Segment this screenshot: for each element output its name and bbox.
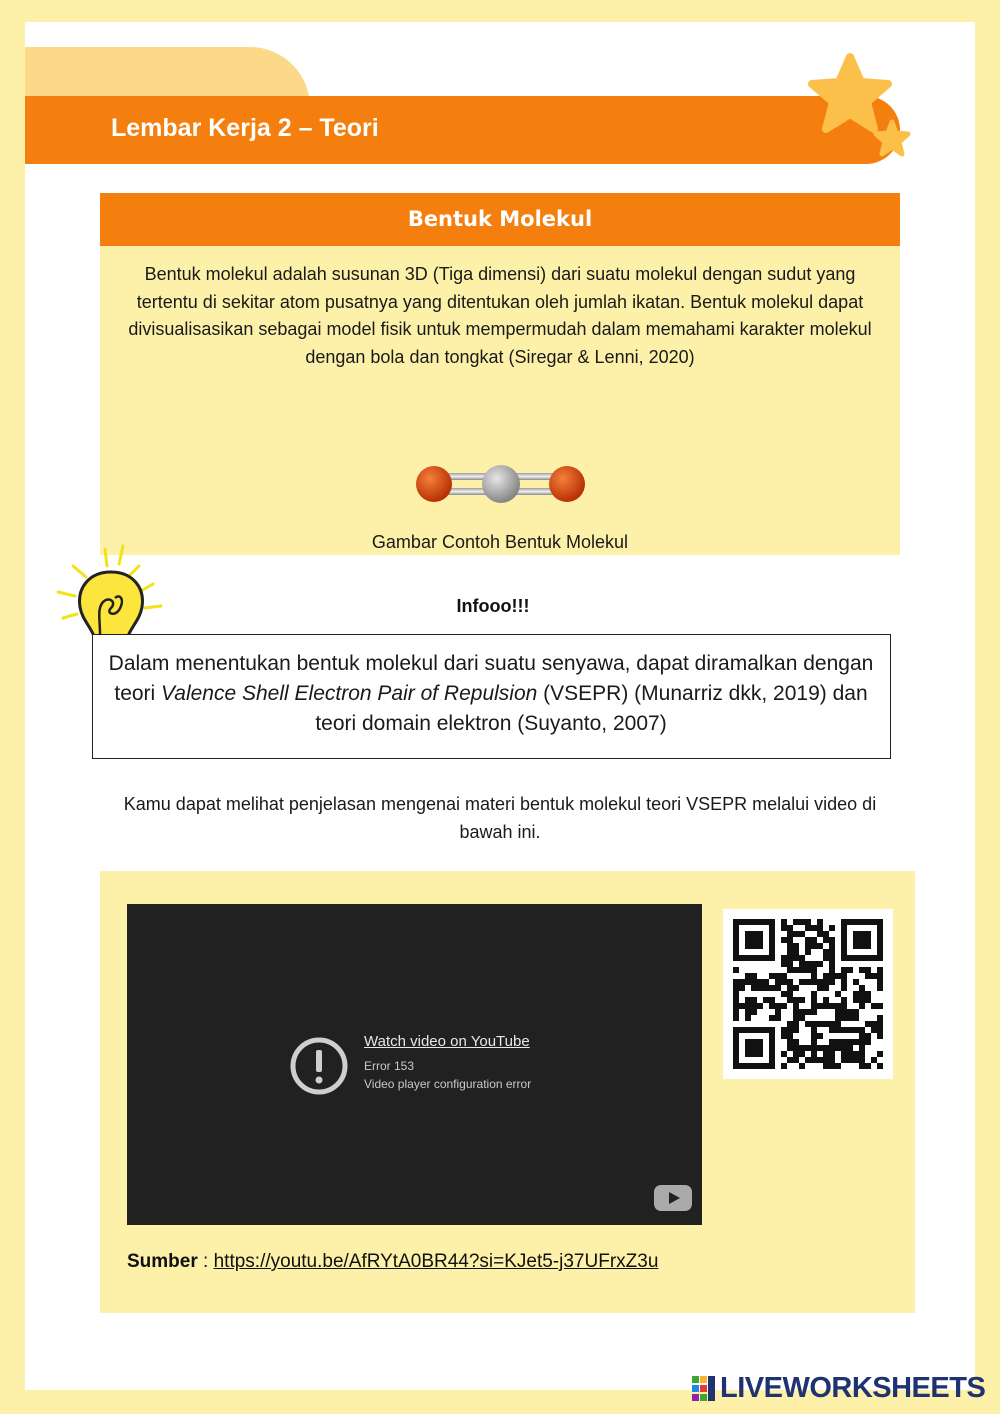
- info-text-italic: Valence Shell Electron Pair of Repulsion: [161, 682, 538, 705]
- info-title: Infooo!!!: [456, 596, 530, 616]
- molecule-description: Bentuk molekul adalah susunan 3D (Tiga dimensi) dari suatu molekul dengan sudut yang tertentu di sekitar atom pusatnya yang ditentukan oleh jumlah ikatan. Bentuk molekul dapat divisualisasikan sebagai model fisik untuk mempermudah dalam memahami karakter molekul dengan bola dan tongkat (Siregar & Lenni, 2020): [128, 264, 872, 367]
- error-icon: [289, 1036, 349, 1096]
- watch-on-youtube-link[interactable]: Watch video on YouTube: [364, 1033, 530, 1050]
- info-text-part: Dalam menentukan bentuk molekul dari suatu senyawa, dapat diramalkan dengan teori: [108, 652, 874, 705]
- error-message: Video player configuration error: [364, 1077, 532, 1091]
- liveworksheets-watermark: [692, 1372, 985, 1405]
- source-label: Sumber: [127, 1251, 198, 1272]
- liveworksheets-logo-icon: [692, 1376, 716, 1402]
- qr-code[interactable]: [723, 909, 893, 1079]
- youtube-logo-icon[interactable]: [654, 1185, 692, 1211]
- source-line: [127, 1251, 658, 1273]
- info-text-part: (VSEPR) (Munarriz dkk, 2019) dan teori domain elektron (Suyanto, 2007): [315, 682, 868, 735]
- info-box: [92, 634, 891, 759]
- page-title: Lembar Kerja 2 – Teori: [111, 114, 379, 142]
- video-section: [100, 871, 915, 1313]
- molecule-model-image: [415, 459, 587, 509]
- liveworksheets-wordmark: LIVEWORKSHEETS: [720, 1372, 986, 1404]
- molecule-caption: Gambar Contoh Bentuk Molekul: [371, 532, 629, 552]
- stars-icon: [795, 52, 915, 172]
- worksheet-page: [25, 22, 975, 1390]
- molecule-section-heading: Bentuk Molekul: [100, 193, 900, 246]
- error-code: Error 153: [364, 1059, 415, 1073]
- info-text: [101, 649, 881, 739]
- source-separator: :: [197, 1251, 214, 1272]
- video-intro-text: Kamu dapat melihat penjelasan mengenai materi bentuk molekul teori VSEPR melalui video di bawah ini.: [123, 794, 877, 842]
- molecule-section: [100, 246, 900, 555]
- source-link[interactable]: https://youtu.be/AfRYtA0BR44?si=KJet5-j37UFrxZ3u: [213, 1251, 659, 1272]
- youtube-embed[interactable]: [127, 904, 702, 1225]
